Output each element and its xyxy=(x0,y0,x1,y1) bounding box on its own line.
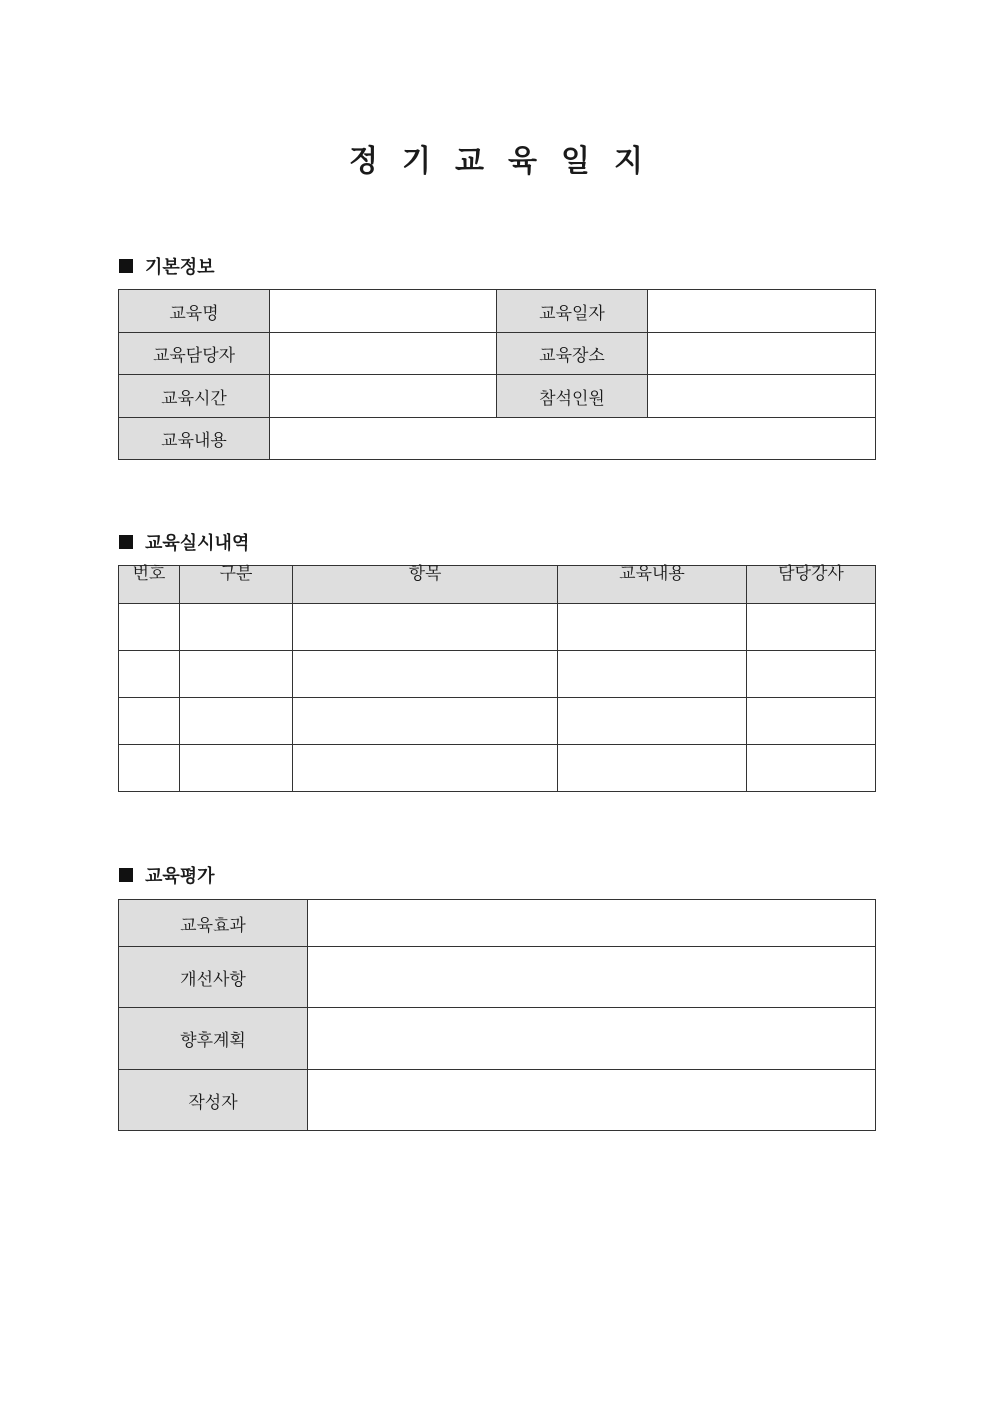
field-label: 교육효과 xyxy=(119,900,308,947)
instructor-field[interactable] xyxy=(270,333,497,375)
table-cell[interactable] xyxy=(180,604,293,651)
table-row xyxy=(119,418,876,460)
table-cell[interactable] xyxy=(293,698,558,745)
education-content-field[interactable] xyxy=(270,418,876,460)
table-cell[interactable] xyxy=(747,745,876,792)
field-label: 참석인원 xyxy=(497,375,648,418)
table-cell[interactable] xyxy=(558,651,747,698)
column-header: 항목 xyxy=(293,566,558,604)
table-row xyxy=(119,900,876,947)
square-bullet-icon xyxy=(119,535,133,549)
table-cell[interactable] xyxy=(293,651,558,698)
table-header-row xyxy=(119,566,876,604)
table-cell[interactable] xyxy=(747,604,876,651)
table-cell[interactable] xyxy=(180,651,293,698)
table-cell[interactable] xyxy=(293,604,558,651)
future-plan-field[interactable] xyxy=(308,1008,876,1070)
field-label: 작성자 xyxy=(119,1070,308,1131)
field-label: 교육명 xyxy=(119,290,270,333)
field-label: 교육시간 xyxy=(119,375,270,418)
author-field[interactable] xyxy=(308,1070,876,1131)
field-label: 향후계획 xyxy=(119,1008,308,1070)
education-date-field[interactable] xyxy=(648,290,876,333)
attendees-field[interactable] xyxy=(648,375,876,418)
field-label: 교육담당자 xyxy=(119,333,270,375)
field-label: 교육내용 xyxy=(119,418,270,460)
table-cell[interactable] xyxy=(119,745,180,792)
location-field[interactable] xyxy=(648,333,876,375)
evaluation-table xyxy=(118,899,876,1131)
column-header: 담당강사 xyxy=(747,566,876,604)
education-time-field[interactable] xyxy=(270,375,497,418)
section-heading-text: 교육평가 xyxy=(145,866,215,887)
table-cell[interactable] xyxy=(558,745,747,792)
field-label: 교육장소 xyxy=(497,333,648,375)
table-row xyxy=(119,290,876,333)
title-char: 기 xyxy=(402,144,432,179)
section-heading-basic xyxy=(119,253,215,279)
title-char: 지 xyxy=(613,144,643,179)
table-row xyxy=(119,333,876,375)
table-row xyxy=(119,1070,876,1131)
table-cell[interactable] xyxy=(558,698,747,745)
title-char: 일 xyxy=(560,144,590,179)
basic-info-table xyxy=(118,289,876,460)
education-effect-field[interactable] xyxy=(308,900,876,947)
table-cell[interactable] xyxy=(180,745,293,792)
title-char: 교 xyxy=(455,144,484,179)
table-cell[interactable] xyxy=(558,604,747,651)
square-bullet-icon xyxy=(119,259,133,273)
table-row xyxy=(119,651,876,698)
column-header: 교육내용 xyxy=(558,566,747,604)
table-cell[interactable] xyxy=(293,745,558,792)
table-row xyxy=(119,698,876,745)
table-row xyxy=(119,947,876,1008)
section-heading-text: 교육실시내역 xyxy=(145,533,250,554)
education-name-field[interactable] xyxy=(270,290,497,333)
table-cell[interactable] xyxy=(747,698,876,745)
title-char: 정 xyxy=(349,144,379,179)
field-label: 교육일자 xyxy=(497,290,648,333)
record-table xyxy=(118,565,876,792)
table-row xyxy=(119,375,876,418)
table-row xyxy=(119,1008,876,1070)
title-char: 육 xyxy=(508,144,537,179)
improvements-field[interactable] xyxy=(308,947,876,1008)
table-row xyxy=(119,745,876,792)
field-label: 개선사항 xyxy=(119,947,308,1008)
table-cell[interactable] xyxy=(747,651,876,698)
section-heading-evaluation xyxy=(119,862,215,888)
table-cell[interactable] xyxy=(119,651,180,698)
square-bullet-icon xyxy=(119,868,133,882)
table-cell[interactable] xyxy=(119,604,180,651)
table-row xyxy=(119,604,876,651)
table-cell[interactable] xyxy=(180,698,293,745)
column-header: 구분 xyxy=(180,566,293,604)
section-heading-record xyxy=(119,529,249,555)
column-header: 번호 xyxy=(119,566,180,604)
table-cell[interactable] xyxy=(119,698,180,745)
page-title xyxy=(0,136,992,180)
section-heading-text: 기본정보 xyxy=(145,257,215,278)
